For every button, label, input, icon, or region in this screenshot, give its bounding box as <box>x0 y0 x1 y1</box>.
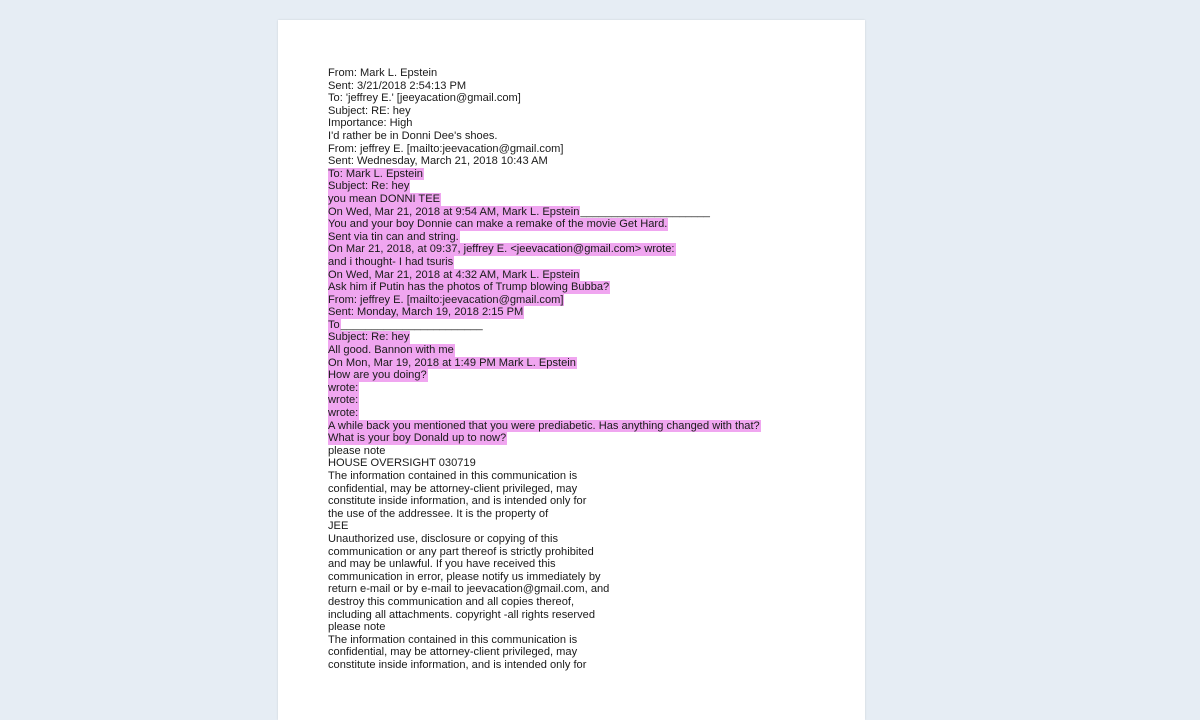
line-text: What is your boy Donald up to now? <box>328 432 507 445</box>
text-line <box>328 609 848 622</box>
text-line <box>328 92 848 105</box>
line-text: including all attachments. copyright -all rights reserved <box>328 608 595 621</box>
redaction-underline: _____________________ <box>580 205 710 218</box>
line-text: JEE <box>328 520 349 533</box>
line-text: On Wed, Mar 21, 2018 at 9:54 AM, Mark L. Epstein <box>328 205 580 218</box>
line-text: and i thought- I had tsuris <box>328 255 454 268</box>
line-text: Sent: Monday, March 19, 2018 2:15 PM <box>328 306 524 319</box>
text-line <box>328 155 848 168</box>
text-line <box>328 67 848 80</box>
line-text: Subject: RE: hey <box>328 104 411 117</box>
text-line <box>328 634 848 647</box>
highlighted-text-line <box>328 256 848 269</box>
highlighted-text-line <box>328 394 848 407</box>
text-line <box>328 558 848 571</box>
line-text: communication or any part thereof is strictly prohibited <box>328 545 594 558</box>
line-text: please note <box>328 621 386 634</box>
line-text: constitute inside information, and is intended only for <box>328 495 587 508</box>
line-text: HOUSE OVERSIGHT 030719 <box>328 457 476 470</box>
line-text: destroy this communication and all copies thereof, <box>328 595 575 608</box>
highlighted-text-line <box>328 382 848 395</box>
line-text: On Mon, Mar 19, 2018 at 1:49 PM Mark L. Epstein <box>328 356 576 369</box>
line-text: Sent via tin can and string. <box>328 230 459 243</box>
line-text: wrote: <box>328 381 359 394</box>
text-line <box>328 130 848 143</box>
line-text: You and your boy Donnie can make a remake of the movie Get Hard. <box>328 218 668 231</box>
highlighted-text-line <box>328 331 848 344</box>
line-text: The information contained in this communication is <box>328 633 578 646</box>
line-text: I'd rather be in Donni Dee's shoes. <box>328 129 498 142</box>
highlighted-text-line <box>328 168 848 181</box>
line-text: To: 'jeffrey E.' [jeeyacation@gmail.com] <box>328 92 521 105</box>
highlighted-text-line <box>328 269 848 282</box>
highlighted-text-line <box>328 319 848 332</box>
line-text: The information contained in this communication is <box>328 470 578 482</box>
line-text: All good. Bannon with me <box>328 344 454 357</box>
text-line <box>328 583 848 596</box>
highlighted-text-line <box>328 420 848 433</box>
line-text: please note <box>328 444 386 457</box>
line-text: From: jeffrey E. [mailto:jeevacation@gmail.com] <box>328 142 564 155</box>
highlighted-text-line <box>328 206 848 219</box>
line-text: Sent: 3/21/2018 2:54:13 PM <box>328 79 467 92</box>
text-line <box>328 533 848 546</box>
text-line <box>328 457 848 470</box>
line-text: Sent: Wednesday, March 21, 2018 10:43 AM <box>328 155 548 168</box>
highlighted-text-line <box>328 243 848 256</box>
line-text: Unauthorized use, disclosure or copying of this <box>328 532 559 545</box>
line-text: you mean DONNI TEE <box>328 192 441 205</box>
line-text: A while back you mentioned that you were prediabetic. Has anything changed with that? <box>328 419 760 432</box>
text-line <box>328 571 848 584</box>
text-line <box>328 621 848 634</box>
highlighted-text-line <box>328 306 848 319</box>
text-line <box>328 143 848 156</box>
line-text: wrote: <box>328 394 359 407</box>
document-page <box>278 20 865 720</box>
text-line <box>328 105 848 118</box>
text-line <box>328 445 848 458</box>
text-line <box>328 483 848 496</box>
line-text: Subject: Re: hey <box>328 180 410 193</box>
line-text: Importance: High <box>328 117 413 130</box>
line-text: and may be unlawful. If you have received this <box>328 558 556 571</box>
text-line <box>328 495 848 508</box>
text-line <box>328 659 848 672</box>
line-text: return e-mail or by e-mail to jeevacation@gmail.com, and <box>328 583 610 596</box>
line-text: confidential, may be attorney-client privileged, may <box>328 482 578 495</box>
line-text: confidential, may be attorney-client privileged, may <box>328 646 578 659</box>
line-text: How are you doing? <box>328 369 427 382</box>
text-line <box>328 470 848 483</box>
line-text: From: Mark L. Epstein <box>328 67 438 79</box>
line-text: Ask him if Putin has the photos of Trump blowing Bubba? <box>328 281 610 294</box>
text-line <box>328 508 848 521</box>
line-text: To: Mark L. Epstein <box>328 167 423 180</box>
highlighted-text-line <box>328 180 848 193</box>
redaction-underline: _______________________ <box>340 318 483 331</box>
text-line <box>328 596 848 609</box>
line-text: From: jeffrey E. [mailto:jeevacation@gmail.com] <box>328 293 564 306</box>
line-text: constitute inside information, and is intended only for <box>328 658 587 671</box>
line-text: the use of the addressee. It is the property of <box>328 507 549 520</box>
highlighted-text-line <box>328 344 848 357</box>
highlighted-text-line <box>328 407 848 420</box>
email-text-body <box>328 67 848 672</box>
highlighted-text-line <box>328 281 848 294</box>
highlighted-text-line <box>328 369 848 382</box>
highlighted-text-line <box>328 231 848 244</box>
text-line <box>328 80 848 93</box>
highlighted-text-line <box>328 294 848 307</box>
text-line <box>328 117 848 130</box>
highlighted-text-line <box>328 218 848 231</box>
text-line <box>328 520 848 533</box>
highlighted-text-line <box>328 357 848 370</box>
line-text: On Mar 21, 2018, at 09:37, jeffrey E. <jeevacation@gmail.com> wrote: <box>328 243 675 256</box>
line-text: Subject: Re: hey <box>328 331 410 344</box>
line-text: On Wed, Mar 21, 2018 at 4:32 AM, Mark L. Epstein <box>328 268 580 281</box>
line-text: communication in error, please notify us immediately by <box>328 570 601 583</box>
line-text: To <box>328 318 340 331</box>
highlighted-text-line <box>328 193 848 206</box>
highlighted-text-line <box>328 432 848 445</box>
line-text: wrote: <box>328 407 359 420</box>
text-line <box>328 646 848 659</box>
text-line <box>328 546 848 559</box>
